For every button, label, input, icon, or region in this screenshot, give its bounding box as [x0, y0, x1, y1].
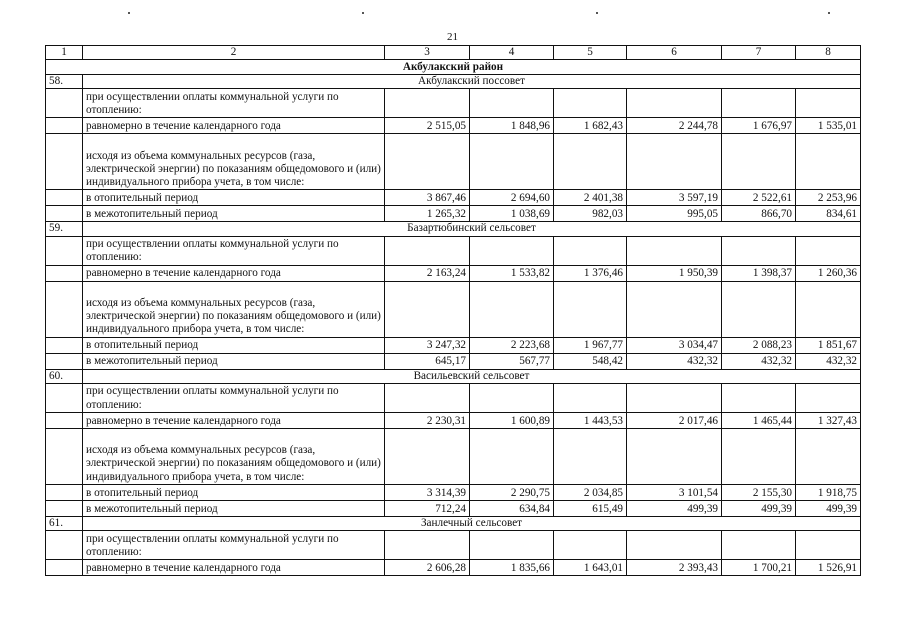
- settlement-row: [46, 75, 861, 89]
- table-row: [46, 337, 861, 353]
- tariff-value: [722, 89, 796, 118]
- tariff-value: 1 327,43: [796, 412, 861, 428]
- tariff-value: 1 682,43: [554, 118, 627, 134]
- tariff-value: 1 643,01: [554, 560, 627, 576]
- table-row: [46, 265, 861, 281]
- scan-speck: [362, 12, 364, 14]
- tariff-value: 499,39: [722, 500, 796, 516]
- tariff-value: 712,24: [385, 500, 470, 516]
- row-index-cell: [46, 484, 83, 500]
- settlement-number: 61.: [46, 516, 83, 530]
- row-label: исходя из объема коммунальных ресурсов (газа, электрической энергии) по показаниям общедомового и (или) индивидуального прибора учета, в том числе:: [83, 428, 385, 484]
- tariff-value: [470, 383, 554, 412]
- tariff-value: 995,05: [627, 206, 722, 222]
- table-row: [46, 206, 861, 222]
- row-index-cell: [46, 236, 83, 265]
- table-row: [46, 412, 861, 428]
- row-label: в отопительный период: [83, 337, 385, 353]
- tariff-value: 1 465,44: [722, 412, 796, 428]
- table-body: [46, 46, 861, 576]
- tariff-value: 1 526,91: [796, 560, 861, 576]
- table-row: [46, 500, 861, 516]
- settlement-row: [46, 222, 861, 236]
- tariff-value: [627, 281, 722, 337]
- scan-speck: [128, 12, 130, 14]
- tariff-value: 3 034,47: [627, 337, 722, 353]
- table-row: [46, 134, 861, 190]
- settlement-row: [46, 369, 861, 383]
- column-number: 1: [46, 46, 83, 60]
- tariff-value: 2 230,31: [385, 412, 470, 428]
- tariff-value: [470, 281, 554, 337]
- settlement-number: 59.: [46, 222, 83, 236]
- tariff-value: 2 244,78: [627, 118, 722, 134]
- tariff-value: 3 314,39: [385, 484, 470, 500]
- tariff-value: [385, 89, 470, 118]
- tariff-value: [554, 281, 627, 337]
- tariff-value: 634,84: [470, 500, 554, 516]
- tariff-value: 2 606,28: [385, 560, 470, 576]
- tariff-value: 982,03: [554, 206, 627, 222]
- row-index-cell: [46, 118, 83, 134]
- tariff-value: 2 393,43: [627, 560, 722, 576]
- tariff-value: 567,77: [470, 353, 554, 369]
- column-number: 6: [627, 46, 722, 60]
- tariff-value: [627, 134, 722, 190]
- tariff-value: [554, 134, 627, 190]
- row-label: равномерно в течение календарного года: [83, 412, 385, 428]
- tariff-value: 1 851,67: [796, 337, 861, 353]
- tariff-value: [796, 281, 861, 337]
- tariff-value: 1 038,69: [470, 206, 554, 222]
- table-row: [46, 560, 861, 576]
- tariff-value: [470, 428, 554, 484]
- row-label: равномерно в течение календарного года: [83, 265, 385, 281]
- tariff-value: [722, 236, 796, 265]
- tariff-value: 432,32: [796, 353, 861, 369]
- table-row: [46, 118, 861, 134]
- tariff-value: [722, 383, 796, 412]
- tariff-value: 2 163,24: [385, 265, 470, 281]
- tariff-value: 2 155,30: [722, 484, 796, 500]
- tariff-value: 834,61: [796, 206, 861, 222]
- row-label: исходя из объема коммунальных ресурсов (газа, электрической энергии) по показаниям общедомового и (или) индивидуального прибора учета, в том числе:: [83, 281, 385, 337]
- tariff-value: [627, 428, 722, 484]
- tariff-value: 3 597,19: [627, 190, 722, 206]
- tariff-value: [722, 281, 796, 337]
- tariff-value: [470, 89, 554, 118]
- column-number: 7: [722, 46, 796, 60]
- table-row: [46, 531, 861, 560]
- tariff-value: [554, 89, 627, 118]
- tariff-value: [470, 531, 554, 560]
- settlement-name: Занлечный сельсовет: [83, 516, 861, 530]
- page-number: 21: [447, 31, 458, 43]
- row-index-cell: [46, 281, 83, 337]
- tariff-value: 1 265,32: [385, 206, 470, 222]
- tariff-value: 1 967,77: [554, 337, 627, 353]
- tariff-value: 1 398,37: [722, 265, 796, 281]
- settlement-row: [46, 516, 861, 530]
- settlement-name: Акбулакский поссовет: [83, 75, 861, 89]
- column-number: 8: [796, 46, 861, 60]
- tariff-value: 866,70: [722, 206, 796, 222]
- tariff-value: 2 290,75: [470, 484, 554, 500]
- tariff-value: [796, 383, 861, 412]
- tariff-value: 432,32: [722, 353, 796, 369]
- settlement-number: 58.: [46, 75, 83, 89]
- tariff-value: 3 247,32: [385, 337, 470, 353]
- tariff-value: [722, 531, 796, 560]
- tariff-value: 2 253,96: [796, 190, 861, 206]
- tariff-value: 2 694,60: [470, 190, 554, 206]
- row-label: при осуществлении оплаты коммунальной услуги по отоплению:: [83, 236, 385, 265]
- tariff-value: 499,39: [796, 500, 861, 516]
- tariff-value: [627, 383, 722, 412]
- scan-speck: [596, 12, 598, 14]
- tariff-value: [470, 236, 554, 265]
- row-index-cell: [46, 560, 83, 576]
- district-row: [46, 60, 861, 75]
- tariff-value: 1 535,01: [796, 118, 861, 134]
- tariff-value: [385, 531, 470, 560]
- row-index-cell: [46, 89, 83, 118]
- row-label: при осуществлении оплаты коммунальной услуги по отоплению:: [83, 531, 385, 560]
- table-row: [46, 236, 861, 265]
- row-label: равномерно в течение календарного года: [83, 118, 385, 134]
- tariff-value: 548,42: [554, 353, 627, 369]
- tariff-value: [554, 531, 627, 560]
- row-label: равномерно в течение календарного года: [83, 560, 385, 576]
- settlement-name: Базартюбинский сельсовет: [83, 222, 861, 236]
- tariff-value: [722, 428, 796, 484]
- column-number-row: [46, 46, 861, 60]
- tariff-value: 1 676,97: [722, 118, 796, 134]
- row-index-cell: [46, 383, 83, 412]
- tariff-value: [796, 531, 861, 560]
- district-title: Акбулакский район: [46, 60, 861, 75]
- tariff-value: [470, 134, 554, 190]
- tariff-table: [45, 45, 861, 576]
- tariff-value: [796, 89, 861, 118]
- tariff-value: [385, 428, 470, 484]
- row-index-cell: [46, 134, 83, 190]
- tariff-value: 1 533,82: [470, 265, 554, 281]
- tariff-value: 432,32: [627, 353, 722, 369]
- scan-speck: [828, 12, 830, 14]
- row-label: исходя из объема коммунальных ресурсов (газа, электрической энергии) по показаниям общедомового и (или) индивидуального прибора учета, в том числе:: [83, 134, 385, 190]
- row-index-cell: [46, 428, 83, 484]
- tariff-value: [796, 428, 861, 484]
- row-label: при осуществлении оплаты коммунальной услуги по отоплению:: [83, 383, 385, 412]
- tariff-value: 2 223,68: [470, 337, 554, 353]
- tariff-value: 1 950,39: [627, 265, 722, 281]
- tariff-value: [796, 236, 861, 265]
- tariff-value: [627, 89, 722, 118]
- row-label: в отопительный период: [83, 190, 385, 206]
- row-index-cell: [46, 337, 83, 353]
- table-row: [46, 89, 861, 118]
- column-number: 3: [385, 46, 470, 60]
- tariff-value: [627, 531, 722, 560]
- row-label: в межотопительный период: [83, 353, 385, 369]
- tariff-value: [554, 428, 627, 484]
- table-row: [46, 484, 861, 500]
- table-row: [46, 190, 861, 206]
- tariff-value: 2 401,38: [554, 190, 627, 206]
- tariff-value: 1 443,53: [554, 412, 627, 428]
- column-number: 2: [83, 46, 385, 60]
- tariff-value: [385, 236, 470, 265]
- tariff-value: [385, 281, 470, 337]
- tariff-value: 2 515,05: [385, 118, 470, 134]
- tariff-value: 1 848,96: [470, 118, 554, 134]
- row-label: в межотопительный период: [83, 206, 385, 222]
- tariff-value: 499,39: [627, 500, 722, 516]
- tariff-value: 3 101,54: [627, 484, 722, 500]
- tariff-value: [796, 134, 861, 190]
- tariff-value: [554, 383, 627, 412]
- row-label: в межотопительный период: [83, 500, 385, 516]
- tariff-value: [554, 236, 627, 265]
- row-index-cell: [46, 265, 83, 281]
- settlement-name: Васильевский сельсовет: [83, 369, 861, 383]
- table-row: [46, 353, 861, 369]
- table-row: [46, 428, 861, 484]
- tariff-value: 2 017,46: [627, 412, 722, 428]
- tariff-value: [385, 134, 470, 190]
- tariff-value: 1 260,36: [796, 265, 861, 281]
- row-index-cell: [46, 353, 83, 369]
- tariff-value: 1 700,21: [722, 560, 796, 576]
- column-number: 4: [470, 46, 554, 60]
- tariff-value: 1 918,75: [796, 484, 861, 500]
- row-index-cell: [46, 206, 83, 222]
- row-index-cell: [46, 531, 83, 560]
- row-label: в отопительный период: [83, 484, 385, 500]
- tariff-value: 1 835,66: [470, 560, 554, 576]
- table-row: [46, 383, 861, 412]
- tariff-value: 2 522,61: [722, 190, 796, 206]
- tariff-value: 1 376,46: [554, 265, 627, 281]
- row-label: при осуществлении оплаты коммунальной услуги по отоплению:: [83, 89, 385, 118]
- table-row: [46, 281, 861, 337]
- settlement-number: 60.: [46, 369, 83, 383]
- tariff-value: 3 867,46: [385, 190, 470, 206]
- tariff-value: 1 600,89: [470, 412, 554, 428]
- tariff-value: [722, 134, 796, 190]
- tariff-value: 2 034,85: [554, 484, 627, 500]
- tariff-value: [385, 383, 470, 412]
- tariff-value: 645,17: [385, 353, 470, 369]
- tariff-value: [627, 236, 722, 265]
- tariff-value: 2 088,23: [722, 337, 796, 353]
- row-index-cell: [46, 500, 83, 516]
- tariff-value: 615,49: [554, 500, 627, 516]
- row-index-cell: [46, 412, 83, 428]
- column-number: 5: [554, 46, 627, 60]
- row-index-cell: [46, 190, 83, 206]
